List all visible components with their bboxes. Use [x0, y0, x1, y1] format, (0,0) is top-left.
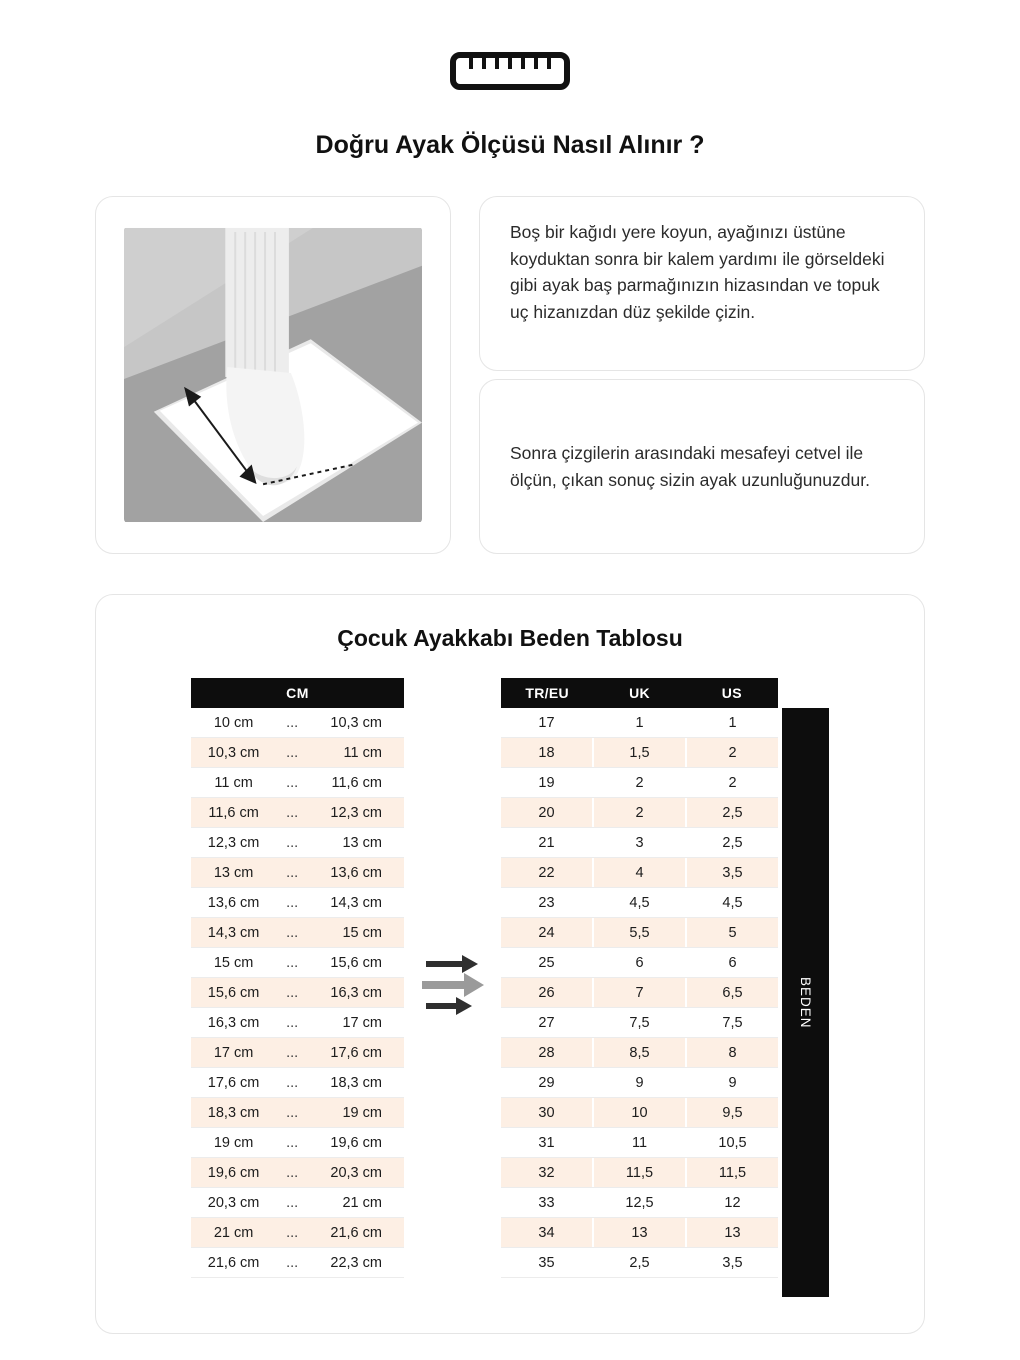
cm-table-row	[191, 1068, 404, 1098]
size-cell-us: 6,5	[685, 978, 778, 1007]
cm-range-to: 21 cm	[342, 1194, 382, 1211]
cm-table-row	[191, 888, 404, 918]
cm-range-to: 15,6 cm	[330, 954, 382, 971]
cm-range-to: 10,3 cm	[330, 714, 382, 731]
cm-range-to: 16,3 cm	[330, 984, 382, 1001]
size-cell-us: 13	[685, 1218, 778, 1247]
cm-range-from: 16,3 cm	[207, 1014, 260, 1031]
size-cell-tr-eu: 21	[538, 835, 555, 851]
cm-table-row	[191, 1158, 404, 1188]
size-table-header	[501, 678, 778, 708]
cm-range-separator: ...	[286, 804, 299, 821]
size-cell-uk: 1,5	[592, 738, 685, 767]
size-cell-us: 7,5	[685, 1008, 778, 1037]
size-table-row	[501, 978, 778, 1008]
size-cell-uk: 2	[592, 768, 685, 797]
cm-table-row	[191, 978, 404, 1008]
cm-range-to: 11,6 cm	[331, 774, 382, 791]
size-cell-tr-eu: 20	[538, 805, 555, 821]
cm-range-separator: ...	[286, 984, 299, 1001]
cm-range-from: 21 cm	[213, 1224, 254, 1241]
cm-range-to: 17 cm	[342, 1014, 382, 1031]
size-cell-us: 9	[685, 1068, 778, 1097]
cm-table-row	[191, 708, 404, 738]
cm-range-from: 13 cm	[213, 864, 254, 881]
size-table-row	[501, 768, 778, 798]
cm-range-from: 19,6 cm	[207, 1164, 260, 1181]
size-table-row	[501, 1128, 778, 1158]
cm-range-separator: ...	[286, 1194, 299, 1211]
size-table-row	[501, 708, 778, 738]
size-chart-title: Çocuk Ayakkabı Beden Tablosu	[337, 625, 683, 651]
cm-range-from: 14,3 cm	[207, 924, 260, 941]
cm-range-separator: ...	[286, 714, 299, 731]
cm-range-separator: ...	[286, 954, 299, 971]
size-cell-us: 2	[685, 738, 778, 767]
cm-range-separator: ...	[286, 1224, 299, 1241]
cm-table-row	[191, 768, 404, 798]
instruction-step-2: Sonra çizgilerin arasındaki mesafeyi cetvel ile ölçün, çıkan sonuç sizin ayak uzunluğunuzdur.	[479, 379, 925, 554]
size-table-row	[501, 1098, 778, 1128]
size-chart-tables	[96, 678, 924, 1297]
size-cell-us: 11,5	[685, 1158, 778, 1187]
cm-range-from: 11,6 cm	[208, 804, 259, 821]
cm-table-row	[191, 1188, 404, 1218]
cm-range-to: 19,6 cm	[330, 1134, 382, 1151]
size-cell-uk: 7,5	[592, 1008, 685, 1037]
size-cell-tr-eu: 31	[538, 1135, 555, 1151]
size-table-row	[501, 918, 778, 948]
size-table-row	[501, 1188, 778, 1218]
size-table-row	[501, 1248, 778, 1278]
size-cell-tr-eu: 26	[538, 985, 555, 1001]
size-cell-tr-eu: 25	[538, 955, 555, 971]
size-cell-uk: 11	[592, 1128, 685, 1157]
transfer-arrows-icon	[422, 953, 484, 1022]
cm-range-from: 10 cm	[213, 714, 254, 731]
cm-table-row	[191, 948, 404, 978]
size-cell-us: 4,5	[685, 888, 778, 917]
cm-range-separator: ...	[286, 924, 299, 941]
cm-table-row	[191, 798, 404, 828]
size-table-row	[501, 798, 778, 828]
size-cell-tr-eu: 18	[538, 745, 555, 761]
size-cell-us: 6	[685, 948, 778, 977]
page-title: Doğru Ayak Ölçüsü Nasıl Alınır ?	[315, 131, 705, 159]
header-icon-area	[0, 0, 1020, 97]
size-cell-us: 10,5	[685, 1128, 778, 1157]
cm-table-row	[191, 1128, 404, 1158]
size-cell-uk: 8,5	[592, 1038, 685, 1067]
cm-table	[191, 678, 404, 1297]
cm-range-from: 15 cm	[213, 954, 254, 971]
cm-range-from: 20,3 cm	[207, 1194, 260, 1211]
cm-range-separator: ...	[286, 894, 299, 911]
cm-table-header: CM	[191, 678, 404, 708]
cm-range-to: 17,6 cm	[330, 1044, 382, 1061]
cm-range-from: 15,6 cm	[207, 984, 260, 1001]
size-cell-tr-eu: 27	[538, 1015, 555, 1031]
cm-range-to: 19 cm	[342, 1104, 382, 1121]
cm-table-row	[191, 1038, 404, 1068]
size-cell-tr-eu: 28	[538, 1045, 555, 1061]
instructions-section	[0, 160, 1020, 554]
measurement-photo-card	[95, 196, 451, 554]
cm-table-row	[191, 1218, 404, 1248]
cm-table-row	[191, 858, 404, 888]
size-header-tr-eu: TR/EU	[525, 685, 569, 701]
cm-range-from: 17,6 cm	[207, 1074, 260, 1091]
size-cell-uk: 4	[592, 858, 685, 887]
cm-range-to: 18,3 cm	[330, 1074, 382, 1091]
size-cell-us: 9,5	[685, 1098, 778, 1127]
size-cell-uk: 12,5	[592, 1188, 685, 1217]
size-table-row	[501, 858, 778, 888]
cm-range-to: 22,3 cm	[330, 1254, 382, 1271]
cm-range-to: 15 cm	[342, 924, 382, 941]
cm-range-separator: ...	[286, 774, 299, 791]
cm-range-from: 10,3 cm	[207, 744, 260, 761]
size-cell-uk: 11,5	[592, 1158, 685, 1187]
size-table-row	[501, 1008, 778, 1038]
size-cell-uk: 9	[592, 1068, 685, 1097]
instruction-step-1: Boş bir kağıdı yere koyun, ayağınızı üstüne koyduktan sonra bir kalem yardımı ile görseldeki gibi ayak baş parmağınızın hizasından ve topuk uç hizanızdan düz şekilde çizin.	[479, 196, 925, 371]
size-cell-tr-eu: 34	[538, 1225, 555, 1241]
cm-range-to: 13,6 cm	[330, 864, 382, 881]
size-header-uk: UK	[629, 685, 650, 701]
size-cell-us: 1	[685, 708, 778, 737]
cm-range-from: 12,3 cm	[207, 834, 260, 851]
size-cell-tr-eu: 24	[538, 925, 555, 941]
size-cell-tr-eu: 22	[538, 865, 555, 881]
size-cell-uk: 7	[592, 978, 685, 1007]
size-cell-uk: 2,5	[592, 1248, 685, 1277]
size-cell-uk: 3	[592, 828, 685, 857]
cm-table-row	[191, 1248, 404, 1278]
beden-side-label: BEDEN	[798, 976, 813, 1029]
cm-range-to: 14,3 cm	[330, 894, 382, 911]
cm-table-row	[191, 1098, 404, 1128]
size-cell-us: 3,5	[685, 858, 778, 887]
cm-range-separator: ...	[286, 1074, 299, 1091]
size-cell-tr-eu: 30	[538, 1105, 555, 1121]
size-cell-us: 8	[685, 1038, 778, 1067]
cm-range-from: 19 cm	[213, 1134, 254, 1151]
instruction-cards	[479, 196, 925, 554]
size-cell-us: 2	[685, 768, 778, 797]
cm-range-from: 18,3 cm	[207, 1104, 260, 1121]
cm-table-row	[191, 738, 404, 768]
cm-range-from: 21,6 cm	[207, 1254, 260, 1271]
cm-range-from: 13,6 cm	[207, 894, 260, 911]
size-header-us: US	[721, 685, 742, 701]
size-table-row	[501, 1038, 778, 1068]
cm-range-from: 17 cm	[213, 1044, 254, 1061]
size-cell-tr-eu: 19	[538, 775, 555, 791]
size-table-row	[501, 888, 778, 918]
size-table	[501, 678, 778, 1297]
size-cell-tr-eu: 35	[538, 1255, 555, 1271]
cm-range-separator: ...	[286, 1134, 299, 1151]
cm-range-separator: ...	[286, 1254, 299, 1271]
size-table-row	[501, 828, 778, 858]
cm-range-to: 12,3 cm	[330, 804, 382, 821]
size-cell-uk: 1	[592, 708, 685, 737]
size-cell-tr-eu: 17	[538, 715, 555, 731]
size-cell-uk: 10	[592, 1098, 685, 1127]
cm-range-separator: ...	[286, 834, 299, 851]
size-table-row	[501, 1068, 778, 1098]
cm-range-separator: ...	[286, 1044, 299, 1061]
size-cell-uk: 5,5	[592, 918, 685, 947]
cm-range-separator: ...	[286, 1104, 299, 1121]
table-divider	[404, 678, 501, 1297]
cm-range-separator: ...	[286, 1014, 299, 1031]
size-cell-uk: 4,5	[592, 888, 685, 917]
cm-range-separator: ...	[286, 864, 299, 881]
size-chart-card	[95, 594, 925, 1334]
size-cell-uk: 2	[592, 798, 685, 827]
size-cell-uk: 13	[592, 1218, 685, 1247]
size-cell-us: 2,5	[685, 798, 778, 827]
cm-table-row	[191, 828, 404, 858]
size-cell-us: 2,5	[685, 828, 778, 857]
cm-range-to: 21,6 cm	[330, 1224, 382, 1241]
cm-range-to: 20,3 cm	[330, 1164, 382, 1181]
size-cell-tr-eu: 29	[538, 1075, 555, 1091]
size-table-row	[501, 1218, 778, 1248]
ruler-icon	[449, 50, 571, 97]
size-table-row	[501, 948, 778, 978]
cm-range-from: 11 cm	[214, 774, 253, 791]
size-cell-us: 5	[685, 918, 778, 947]
size-cell-tr-eu: 33	[538, 1195, 555, 1211]
cm-range-to: 11 cm	[343, 744, 382, 761]
size-cell-uk: 6	[592, 948, 685, 977]
size-cell-tr-eu: 32	[538, 1165, 555, 1181]
cm-table-row	[191, 1008, 404, 1038]
size-table-row	[501, 738, 778, 768]
cm-range-to: 13 cm	[342, 834, 382, 851]
size-cell-tr-eu: 23	[538, 895, 555, 911]
foot-on-paper-measurement-photo	[124, 227, 422, 523]
size-cell-us: 3,5	[685, 1248, 778, 1277]
beden-side-bar	[782, 708, 829, 1297]
cm-range-separator: ...	[286, 744, 299, 761]
cm-table-row	[191, 918, 404, 948]
size-table-row	[501, 1158, 778, 1188]
cm-range-separator: ...	[286, 1164, 299, 1181]
size-cell-us: 12	[685, 1188, 778, 1217]
